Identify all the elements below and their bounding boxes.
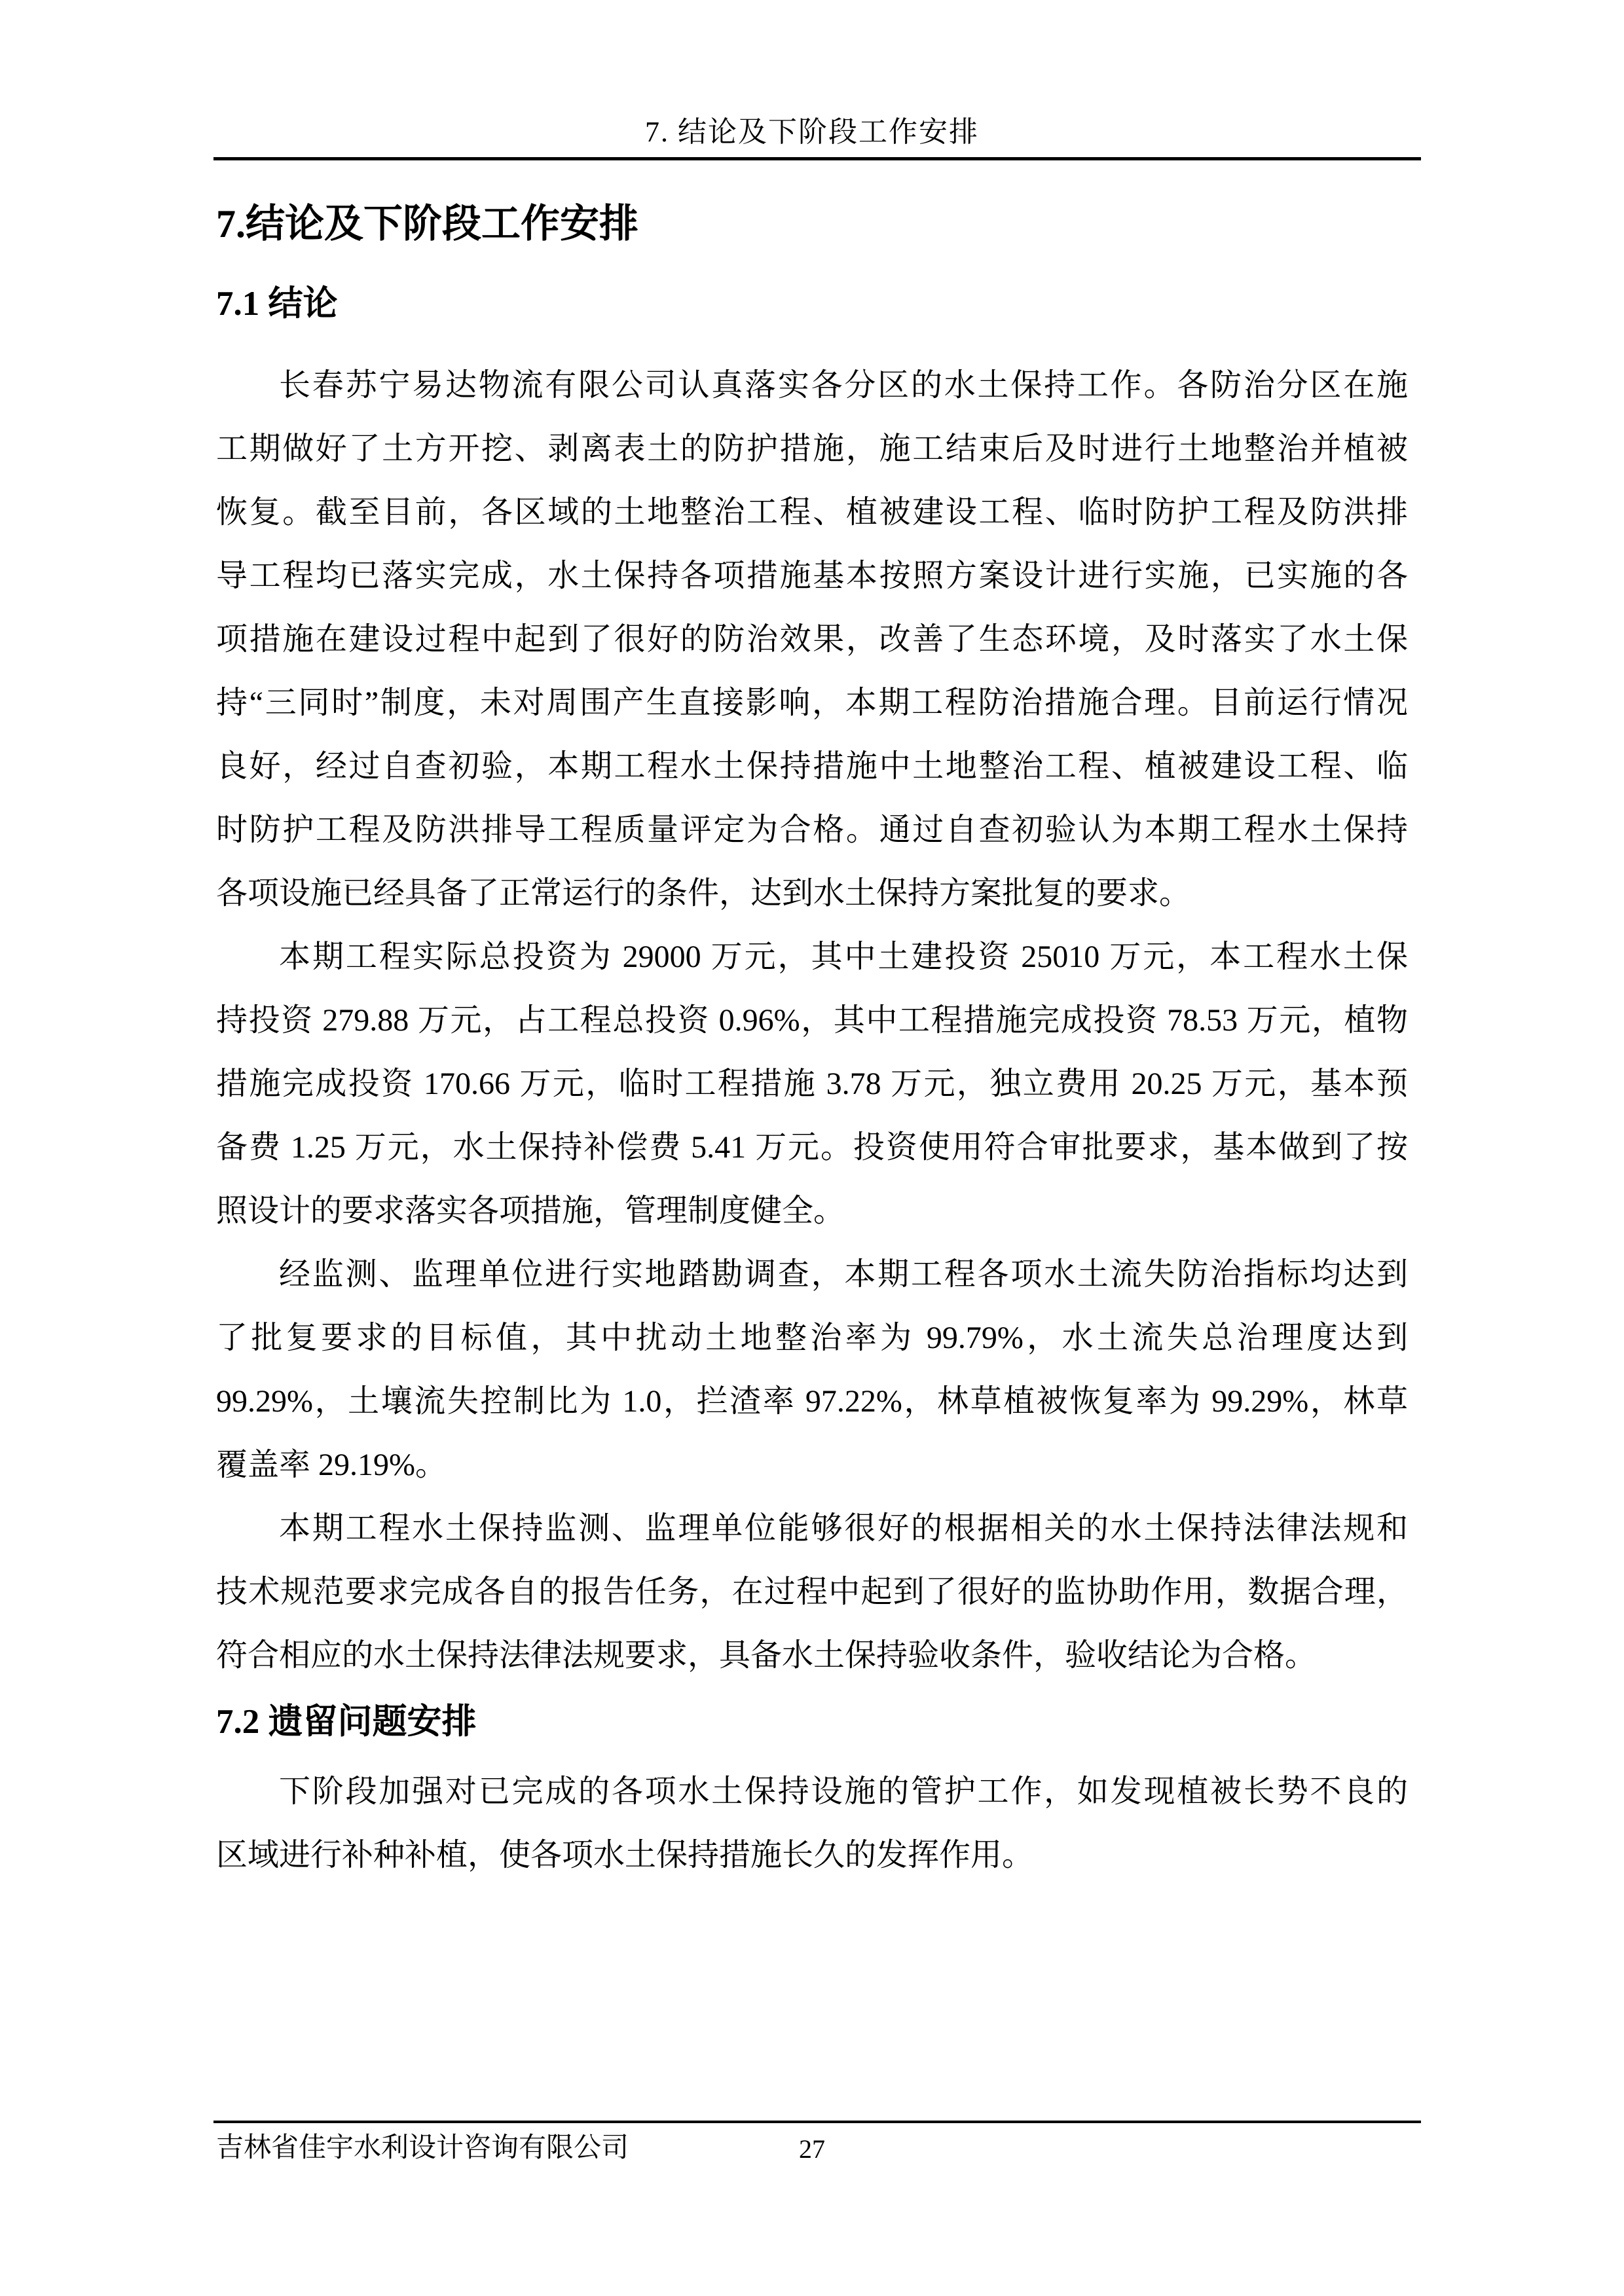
body-line: 区域进行补种补植，使各项水土保持措施长久的发挥作用。 <box>216 1838 1034 1872</box>
body-line: 备费 1.25 万元，水土保持补偿费 5.41 万元。投资使用符合审批要求，基本做到了按 <box>216 1130 1408 1165</box>
body-line: 经监测、监理单位进行实地踏勘调查，本期工程各项水土流失防治指标均达到 <box>279 1257 1408 1292</box>
running-header: 7. 结论及下阶段工作安排 <box>645 116 979 148</box>
body-line: 持投资 279.88 万元，占工程总投资 0.96%，其中工程措施完成投资 78.53 万元，植物 <box>216 1003 1408 1038</box>
body-line: 各项设施已经具备了正常运行的条件，达到水土保持方案批复的要求。 <box>216 876 1191 911</box>
body-line: 恢复。截至目前，各区域的土地整治工程、植被建设工程、临时防护工程及防洪排 <box>216 495 1408 530</box>
body-line: 措施完成投资 170.66 万元，临时工程措施 3.78 万元，独立费用 20.25 万元，基本预 <box>216 1066 1408 1101</box>
body-text-block <box>216 1760 1408 1887</box>
body-line: 本期工程实际总投资为 29000 万元，其中土建投资 25010 万元，本工程水土保 <box>279 939 1408 974</box>
body-line: 持“三同时”制度，未对周围产生直接影响，本期工程防治措施合理。目前运行情况 <box>216 685 1408 720</box>
footer-company: 吉林省佳宇水利设计咨询有限公司 <box>216 2133 629 2163</box>
body-text-block <box>216 354 1408 1687</box>
body-line: 时防护工程及防洪排导工程质量评定为合格。通过自查初验认为本期工程水土保持 <box>216 812 1408 847</box>
body-line: 良好，经过自查初验，本期工程水土保持措施中土地整治工程、植被建设工程、临 <box>216 749 1408 784</box>
section-heading-7-2: 7.2 遗留问题安排 <box>216 1703 477 1741</box>
body-line: 工期做好了土方开挖、剥离表土的防护措施，施工结束后及时进行土地整治并植被 <box>216 431 1408 466</box>
body-line: 99.29%，土壤流失控制比为 1.0，拦渣率 97.22%，林草植被恢复率为 99.29%，林草 <box>216 1384 1408 1419</box>
body-line: 项措施在建设过程中起到了很好的防治效果，改善了生态环境，及时落实了水土保 <box>216 622 1408 657</box>
body-line: 技术规范要求完成各自的报告任务，在过程中起到了很好的监协助作用，数据合理， <box>216 1575 1408 1609</box>
body-line: 长春苏宁易达物流有限公司认真落实各分区的水土保持工作。各防治分区在施 <box>279 368 1408 403</box>
body-line: 符合相应的水土保持法律法规要求，具备水土保持验收条件，验收结论为合格。 <box>216 1638 1317 1673</box>
footer-rule <box>213 2121 1421 2123</box>
chapter-title: 7.结论及下阶段工作安排 <box>216 202 638 246</box>
body-line: 覆盖率 29.19%。 <box>216 1448 447 1482</box>
body-line: 了批复要求的目标值，其中扰动土地整治率为 99.79%，水土流失总治理度达到 <box>216 1321 1408 1355</box>
section-heading-7-1: 7.1 结论 <box>216 285 338 323</box>
body-line: 本期工程水土保持监测、监理单位能够很好的根据相关的水土保持法律法规和 <box>279 1511 1408 1546</box>
body-line: 照设计的要求落实各项措施，管理制度健全。 <box>216 1194 845 1228</box>
body-line: 导工程均已落实完成，水土保持各项措施基本按照方案设计进行实施，已实施的各 <box>216 558 1408 593</box>
footer-page-number: 27 <box>799 2134 825 2164</box>
header-rule <box>213 157 1421 160</box>
page-footer <box>216 2129 1408 2168</box>
body-line: 下阶段加强对已完成的各项水土保持设施的管护工作，如发现植被长势不良的 <box>279 1774 1408 1809</box>
